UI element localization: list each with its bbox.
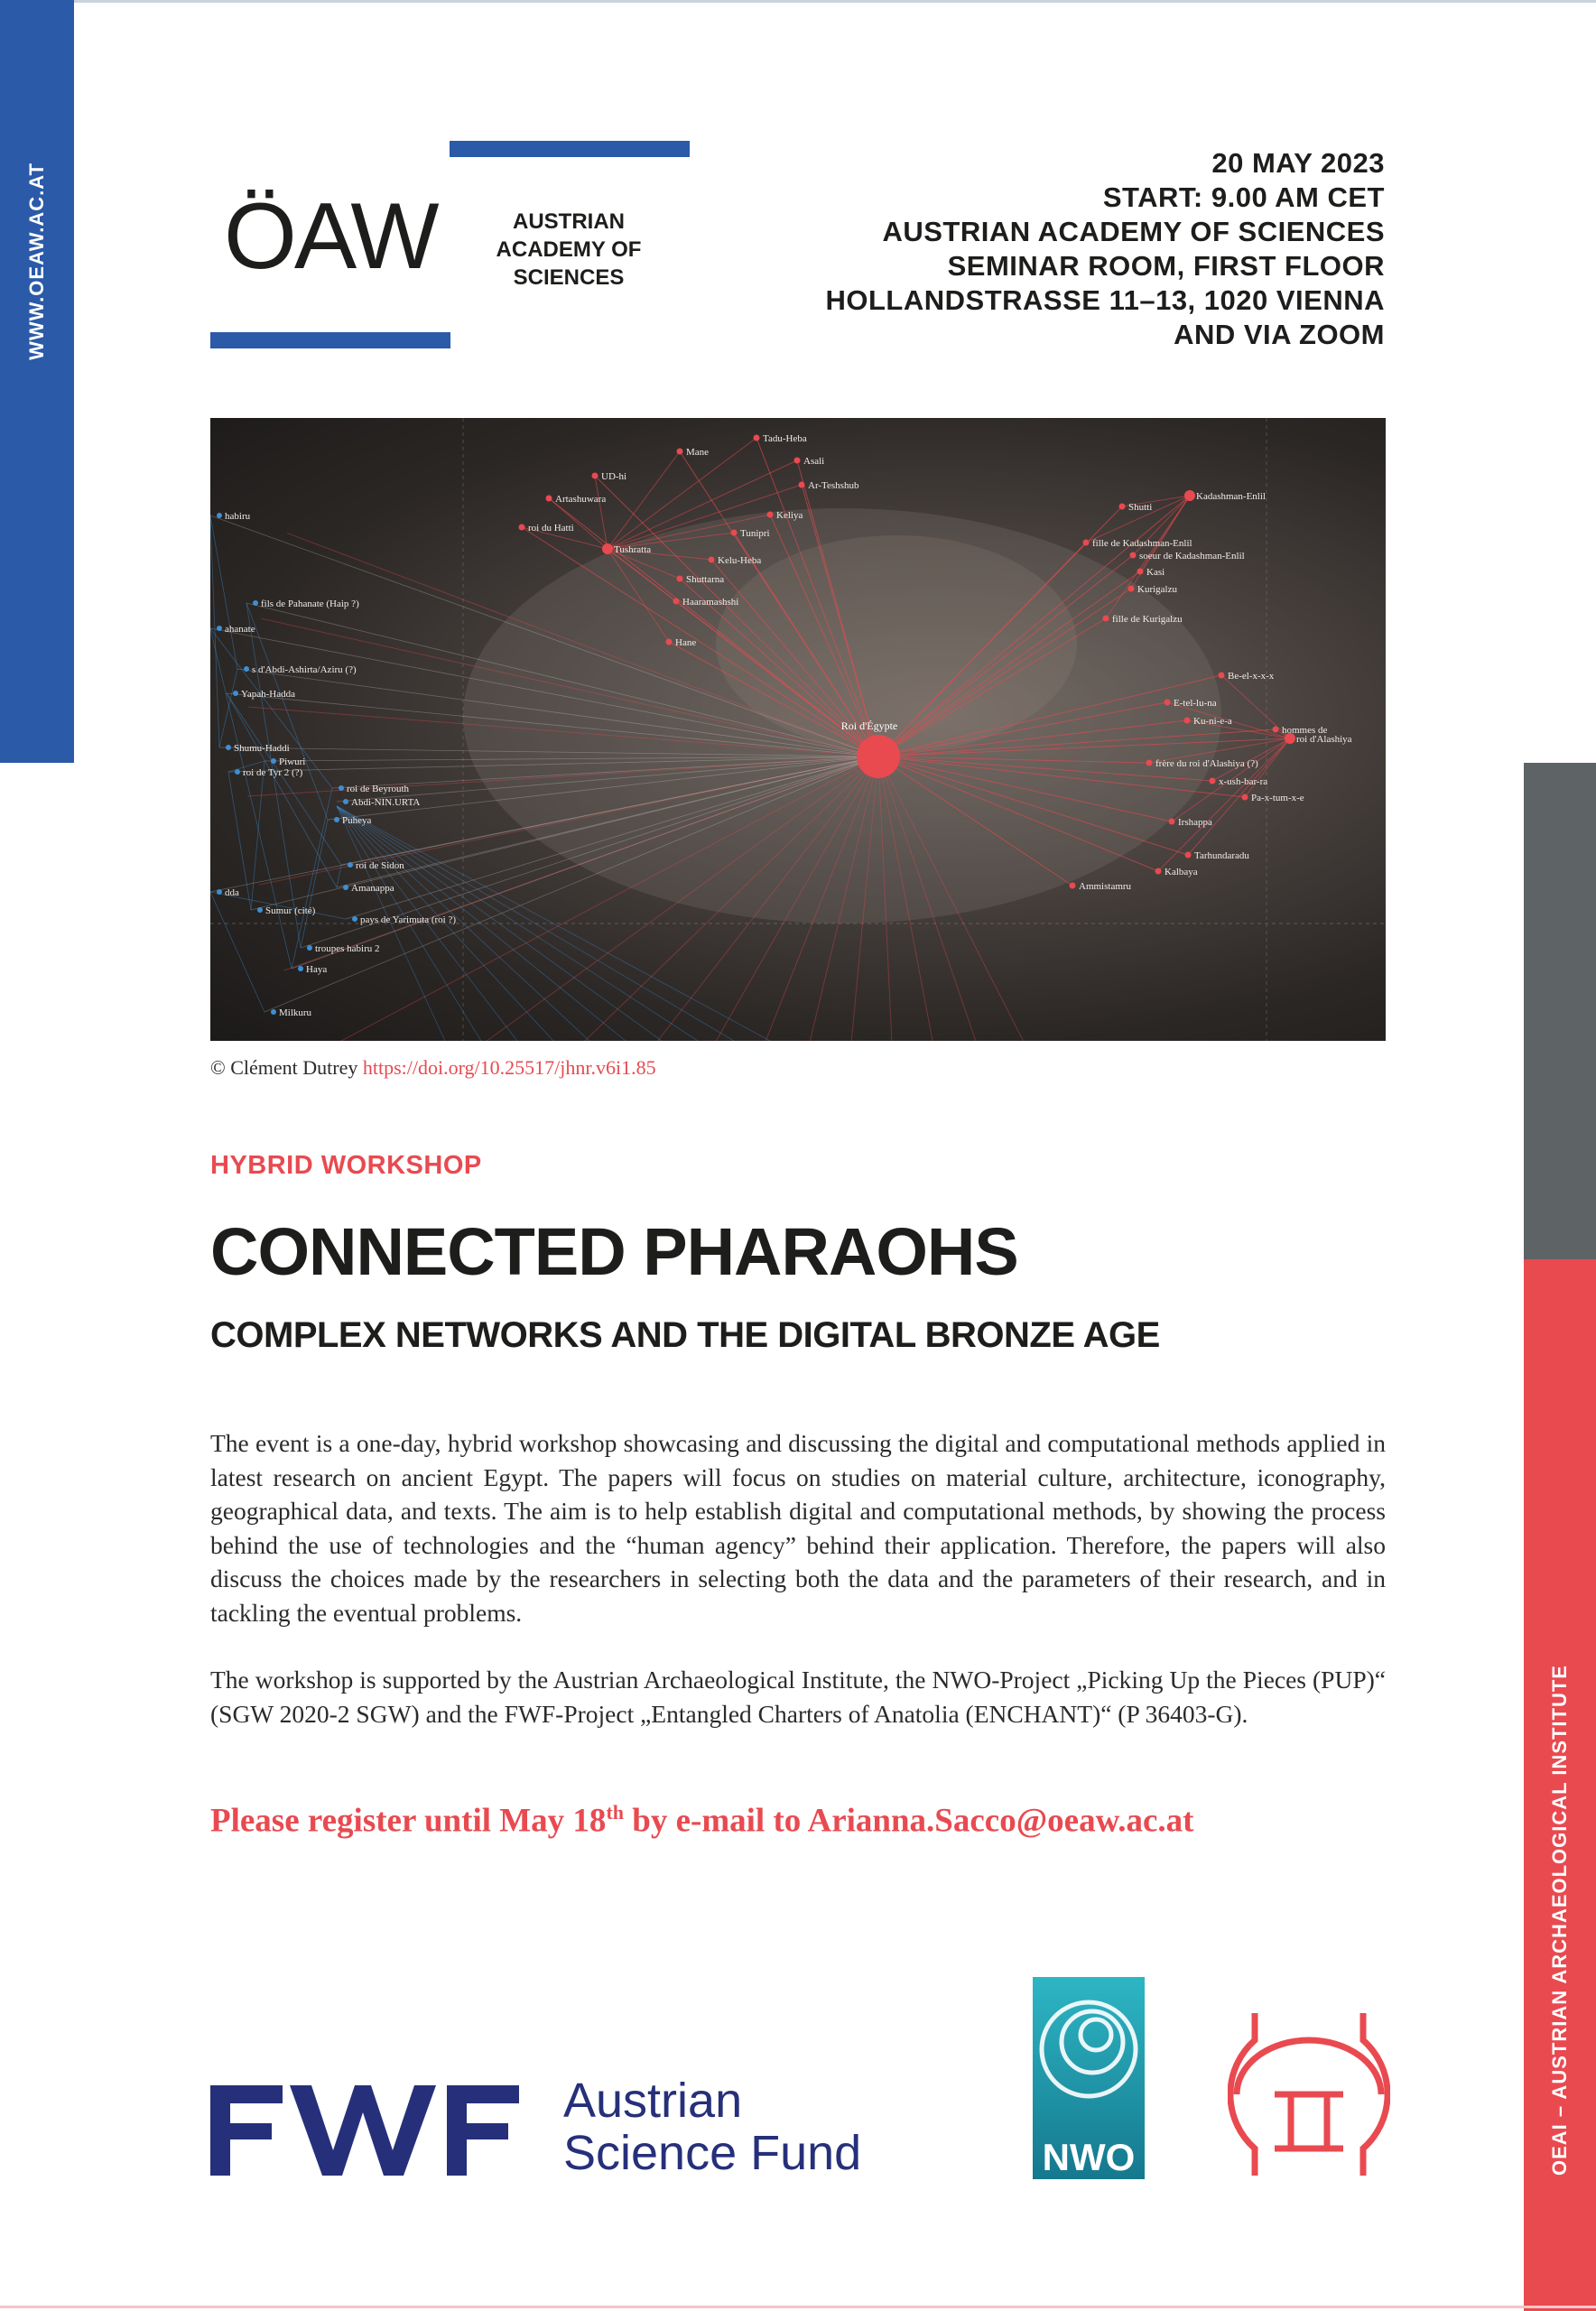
event-room: SEMINAR ROOM, FIRST FLOOR bbox=[947, 250, 1385, 282]
sidebar-institute-label: OEAI – AUSTRIAN ARCHAEOLOGICAL INSTITUTE bbox=[1548, 1665, 1571, 2176]
node-label: Be-el-x-x-x bbox=[1228, 671, 1275, 682]
oeaw-name-line: ACADEMY OF bbox=[496, 237, 642, 262]
network-edge bbox=[210, 892, 264, 1012]
node-label: soeur de Kadashman-Enlil bbox=[1139, 551, 1245, 562]
node-label: Tushratta bbox=[614, 544, 652, 555]
node-label: Shumu-Haddi bbox=[234, 743, 290, 754]
node-label: Ar-Teshshub bbox=[808, 480, 859, 491]
network-node bbox=[1184, 490, 1195, 501]
network-node bbox=[1242, 794, 1248, 801]
node-label: dda bbox=[225, 887, 239, 898]
network-node bbox=[1219, 673, 1225, 679]
network-node bbox=[1146, 760, 1153, 766]
node-label: s d'Abdi-Ashirta/Aziru (?) bbox=[252, 664, 357, 675]
network-node bbox=[352, 916, 357, 922]
credit-author: © Clément Dutrey bbox=[210, 1056, 358, 1079]
node-label: roi de Beyrouth bbox=[347, 784, 410, 794]
node-label: Kurigalzu bbox=[1137, 584, 1177, 595]
network-node bbox=[244, 666, 249, 672]
network-node bbox=[343, 799, 348, 804]
network-node bbox=[226, 745, 231, 750]
fwf-name-line: Science Fund bbox=[563, 2126, 862, 2180]
register-ordinal: th bbox=[606, 1801, 624, 1824]
registration-notice bbox=[210, 1801, 1194, 1840]
network-node bbox=[1070, 883, 1076, 889]
hub-label: Roi d'Égypte bbox=[840, 719, 898, 732]
page-subtitle: COMPLEX NETWORKS AND THE DIGITAL BRONZE AGE bbox=[210, 1315, 1160, 1355]
oeaw-logo-name bbox=[478, 208, 659, 292]
network-node bbox=[1155, 868, 1162, 875]
top-rule bbox=[0, 0, 1596, 3]
network-node bbox=[334, 817, 339, 822]
node-label: Haya bbox=[306, 964, 328, 975]
network-node bbox=[546, 496, 552, 502]
network-node bbox=[235, 769, 240, 775]
event-start-time: START: 9.00 AM CET bbox=[1102, 181, 1385, 213]
network-node bbox=[1103, 616, 1109, 622]
network-node bbox=[677, 576, 683, 582]
node-label: Mane bbox=[686, 447, 710, 458]
network-node bbox=[519, 524, 525, 531]
network-edge bbox=[227, 693, 337, 887]
network-node bbox=[709, 557, 715, 563]
oeaw-logo-wordmark: ÖAW bbox=[224, 184, 437, 289]
network-node bbox=[592, 473, 598, 479]
node-label: Pa-x-tum-x-e bbox=[1251, 793, 1304, 803]
logo-bar-bottom bbox=[210, 332, 450, 348]
network-node bbox=[271, 758, 276, 764]
network-edge bbox=[246, 603, 328, 820]
network-node bbox=[217, 889, 222, 895]
node-label: Kasi bbox=[1146, 567, 1165, 578]
network-edge bbox=[1221, 675, 1290, 738]
node-label: Shuttarna bbox=[686, 574, 725, 585]
node-label: Haaramashshi bbox=[682, 597, 739, 608]
logo-bar-top bbox=[450, 141, 690, 157]
node-label: Asali bbox=[803, 456, 825, 467]
network-node bbox=[1119, 504, 1126, 510]
page-title: CONNECTED PHARAOHS bbox=[210, 1214, 1018, 1289]
node-label: Shutti bbox=[1128, 502, 1153, 513]
network-node bbox=[677, 449, 683, 455]
node-label: Irshappa bbox=[1178, 817, 1212, 828]
node-label: troupes habiru 2 bbox=[315, 943, 380, 954]
network-node bbox=[217, 513, 222, 518]
network-edge bbox=[210, 515, 219, 747]
fwf-name-line: Austrian bbox=[563, 2074, 743, 2128]
oeaw-name-line: SCIENCES bbox=[513, 265, 625, 290]
node-label: frère du roi d'Alashiya (?) bbox=[1155, 758, 1258, 769]
network-node bbox=[1130, 552, 1137, 559]
network-node bbox=[754, 435, 760, 441]
network-node bbox=[233, 691, 238, 696]
nwo-wordmark: NWO bbox=[1042, 2136, 1136, 2178]
node-label: Yapah-Hadda bbox=[241, 689, 295, 700]
network-node bbox=[1185, 852, 1192, 859]
node-label: fille de Kadashman-Enlil bbox=[1092, 538, 1192, 549]
node-label: Keliya bbox=[776, 510, 803, 521]
register-text: Please register until May 18 bbox=[210, 1802, 607, 1840]
node-label: x-ush-bar-ra bbox=[1219, 776, 1268, 787]
network-node bbox=[1184, 718, 1191, 724]
network-edge bbox=[210, 628, 292, 969]
event-date: 20 MAY 2023 bbox=[1211, 147, 1385, 179]
node-label: UD-hi bbox=[601, 471, 627, 482]
fwf-logo-icon bbox=[210, 2085, 528, 2176]
network-node bbox=[602, 543, 613, 554]
node-label: ahanate bbox=[225, 624, 255, 635]
network-node bbox=[1210, 778, 1216, 784]
network-node bbox=[1165, 700, 1171, 706]
node-label: fille de Kurigalzu bbox=[1112, 614, 1183, 625]
network-node bbox=[799, 482, 805, 488]
oeai-logo-icon bbox=[1228, 2004, 1390, 2185]
description bbox=[210, 1426, 1386, 1764]
node-label: Ammistamru bbox=[1079, 881, 1132, 892]
node-label: Piwuri bbox=[279, 756, 306, 767]
node-label: E-tel-lu-na bbox=[1174, 698, 1217, 709]
event-address: HOLLANDSTRASSE 11–13, 1020 VIENNA bbox=[825, 284, 1385, 316]
credit-doi-link[interactable]: https://doi.org/10.25517/jhnr.v6i1.85 bbox=[362, 1056, 656, 1079]
network-node bbox=[343, 885, 348, 890]
node-label: Kadashman-Enlil bbox=[1196, 491, 1266, 502]
node-label: Amanappa bbox=[351, 883, 394, 894]
network-graph-image bbox=[210, 418, 1386, 1041]
network-node bbox=[271, 1009, 276, 1015]
network-node bbox=[253, 600, 258, 606]
network-node bbox=[339, 785, 344, 791]
node-label: Kelu-Heba bbox=[718, 555, 762, 566]
oeaw-name-line: AUSTRIAN bbox=[513, 209, 625, 234]
node-label: Tarhundaradu bbox=[1194, 850, 1249, 861]
network-node bbox=[217, 626, 222, 631]
description-paragraph: The event is a one-day, hybrid workshop showcasing and discussing the digital and computational methods applied in latest research on ancient Egypt. The papers will focus on studies on material culture, architecture, iconography, geographical data, and texts. The aim is to help establish digital and computational methods, by showing the process behind the use of technologies and the “human agency” behind their application. Therefore, the papers will also discuss the choices made by the researchers in selecting both the data and the parameters of their research, and in tackling the eventual problems. bbox=[210, 1429, 1386, 1627]
node-label: Abdi-NIN.URTA bbox=[351, 797, 421, 808]
node-label: Milkuru bbox=[279, 1007, 312, 1018]
node-label: roi d'Alashiya bbox=[1296, 734, 1352, 745]
node-label: Hane bbox=[675, 637, 697, 648]
node-label: fils de Pahanate (Haip ?) bbox=[261, 599, 359, 609]
network-node bbox=[1128, 586, 1135, 592]
network-node bbox=[673, 599, 680, 605]
network-edge bbox=[292, 788, 332, 969]
right-sidebar-gray bbox=[1524, 763, 1596, 1259]
sidebar-url[interactable]: WWW.OEAW.AC.AT bbox=[25, 162, 48, 360]
nwo-logo-icon bbox=[1033, 1977, 1145, 2179]
event-online: AND VIA ZOOM bbox=[1174, 319, 1385, 350]
bottom-rule bbox=[0, 2306, 1596, 2308]
network-node bbox=[794, 458, 801, 464]
node-label: Artashuwara bbox=[555, 494, 607, 505]
node-label: Sumur (cité) bbox=[265, 905, 316, 916]
network-node bbox=[257, 907, 263, 913]
network-node bbox=[1137, 569, 1144, 575]
event-venue: AUSTRIAN ACADEMY OF SCIENCES bbox=[882, 216, 1385, 247]
network-node bbox=[731, 530, 738, 536]
fwf-logo-name bbox=[563, 2074, 861, 2179]
network-node bbox=[307, 945, 312, 951]
network-node bbox=[1169, 819, 1175, 825]
network-node bbox=[1273, 727, 1279, 733]
support-paragraph: The workshop is supported by the Austrian Archaeological Institute, the NWO-Project „Picking Up the Pieces (PUP)“ (SGW 2020-2 SGW) and the FWF-Project „Entangled Charters of Anatolia (ENCHANT)“ (P 36403-G). bbox=[210, 1666, 1386, 1728]
network-node bbox=[767, 512, 774, 518]
event-info bbox=[826, 146, 1386, 352]
node-label: roi de Tyr 2 (?) bbox=[243, 767, 303, 778]
node-label: Ku-ni-e-a bbox=[1193, 716, 1232, 727]
network-edge bbox=[227, 693, 341, 865]
network-node bbox=[348, 862, 353, 868]
node-label: Puheya bbox=[342, 815, 372, 826]
node-label: habiru bbox=[225, 511, 251, 522]
node-label: pays de Yarimuta (roi ?) bbox=[360, 914, 457, 925]
left-sidebar bbox=[0, 0, 74, 763]
node-label: Tunipri bbox=[740, 528, 770, 539]
event-type-label: HYBRID WORKSHOP bbox=[210, 1151, 482, 1180]
network-node bbox=[666, 639, 673, 645]
network-node bbox=[298, 966, 303, 971]
image-credit bbox=[210, 1056, 656, 1080]
node-label: roi de Sidon bbox=[356, 860, 404, 871]
hub-node bbox=[857, 735, 900, 778]
network-graph bbox=[210, 418, 1386, 1041]
register-email[interactable]: by e-mail to Arianna.Sacco@oeaw.ac.at bbox=[624, 1802, 1194, 1840]
network-edge bbox=[251, 761, 264, 910]
node-label: hommes de bbox=[1282, 725, 1328, 736]
node-label: roi du Hatti bbox=[528, 523, 574, 534]
network-node bbox=[1083, 540, 1090, 546]
node-label: Kalbaya bbox=[1165, 867, 1198, 877]
node-label: Tadu-Heba bbox=[763, 433, 807, 444]
